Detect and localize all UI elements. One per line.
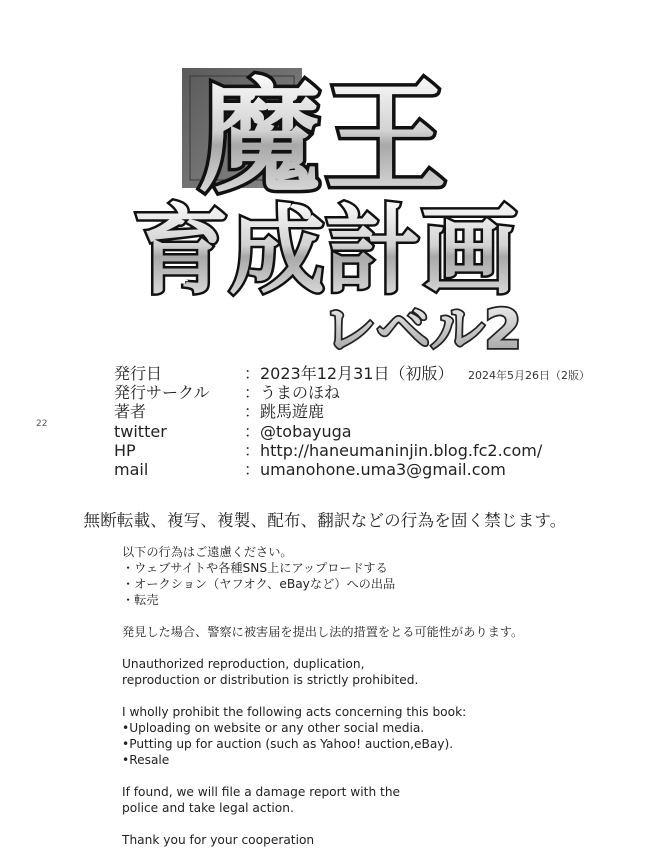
notice-block bbox=[122, 544, 622, 848]
colophon-label: twitter bbox=[114, 421, 167, 441]
notice-en-unauthorized: reproduction or distribution is strictly prohibited. bbox=[122, 673, 419, 687]
colophon-label: HP bbox=[114, 440, 136, 460]
notice-en-intro: I wholly prohibit the following acts concerning this book: bbox=[122, 705, 467, 719]
colophon-row-mail bbox=[114, 460, 634, 479]
colophon-colon: ： bbox=[244, 402, 261, 422]
colophon bbox=[114, 364, 634, 479]
colophon-colon: ： bbox=[244, 421, 261, 441]
notice-en-item: •Uploading on website or any other social media. bbox=[122, 721, 425, 735]
notice-en-item: •Resale bbox=[122, 753, 170, 767]
notice-jp-intro: 以下の行為はご遠慮ください。 bbox=[122, 545, 293, 559]
notice-en-unauthorized: Unauthorized reproduction, duplication, bbox=[122, 657, 365, 671]
email-address: umanohone.uma3@gmail.com bbox=[260, 459, 506, 479]
notice-jp-item: ・ウェブサイトや各種SNS上にアップロードする bbox=[122, 561, 388, 575]
homepage-url: http://haneumaninjin.blog.fc2.com/ bbox=[260, 440, 543, 460]
colophon-colon: ： bbox=[244, 440, 261, 460]
prohibition-headline: 無断転載、複写、複製、配布、翻訳などの行為を固く禁じます。 bbox=[83, 511, 567, 530]
title-line3: レベル2 bbox=[322, 298, 522, 361]
twitter-handle: @tobayuga bbox=[260, 421, 352, 441]
title-line1: 魔王 bbox=[199, 67, 451, 209]
title-logo bbox=[110, 62, 540, 362]
title-line2: 育成計画 bbox=[133, 195, 517, 307]
colophon-row-hp bbox=[114, 441, 634, 460]
colophon-label: 著者 bbox=[114, 402, 147, 422]
colophon-label: 発行日 bbox=[114, 364, 163, 383]
colophon-colon: ： bbox=[244, 459, 261, 479]
notice-en-warning: police and take legal action. bbox=[122, 801, 294, 815]
colophon-row-circle bbox=[114, 383, 634, 402]
colophon-label: mail bbox=[114, 459, 149, 479]
colophon-value: 2023年12月31日（初版） bbox=[260, 364, 454, 383]
notice-jp-warning: 発見した場合、警察に被害届を提出し法的措置をとる可能性があります。 bbox=[122, 625, 524, 639]
colophon-row-author bbox=[114, 402, 634, 421]
colophon-colon: ： bbox=[244, 383, 261, 403]
notice-jp-item: ・転売 bbox=[122, 593, 159, 607]
notice-jp-item: ・オークション（ヤフオク、eBayなど）への出品 bbox=[122, 577, 396, 591]
notice-en-thanks: Thank you for your cooperation bbox=[122, 833, 315, 847]
page-number: 22 bbox=[36, 419, 48, 429]
colophon-colon: ： bbox=[244, 364, 261, 383]
colophon-value: 跳馬遊鹿 bbox=[260, 402, 325, 422]
colophon-row-twitter bbox=[114, 422, 634, 441]
colophon-revision-note: 2024年5月26日（2版） bbox=[468, 369, 590, 382]
colophon-label: 発行サークル bbox=[114, 383, 210, 403]
notice-en-item: •Putting up for auction (such as Yahoo! auction,eBay). bbox=[122, 737, 454, 751]
notice-en-warning: If found, we will file a damage report with the bbox=[122, 785, 401, 799]
colophon-value: うまのほね bbox=[260, 383, 341, 403]
colophon-row-date bbox=[114, 364, 634, 383]
